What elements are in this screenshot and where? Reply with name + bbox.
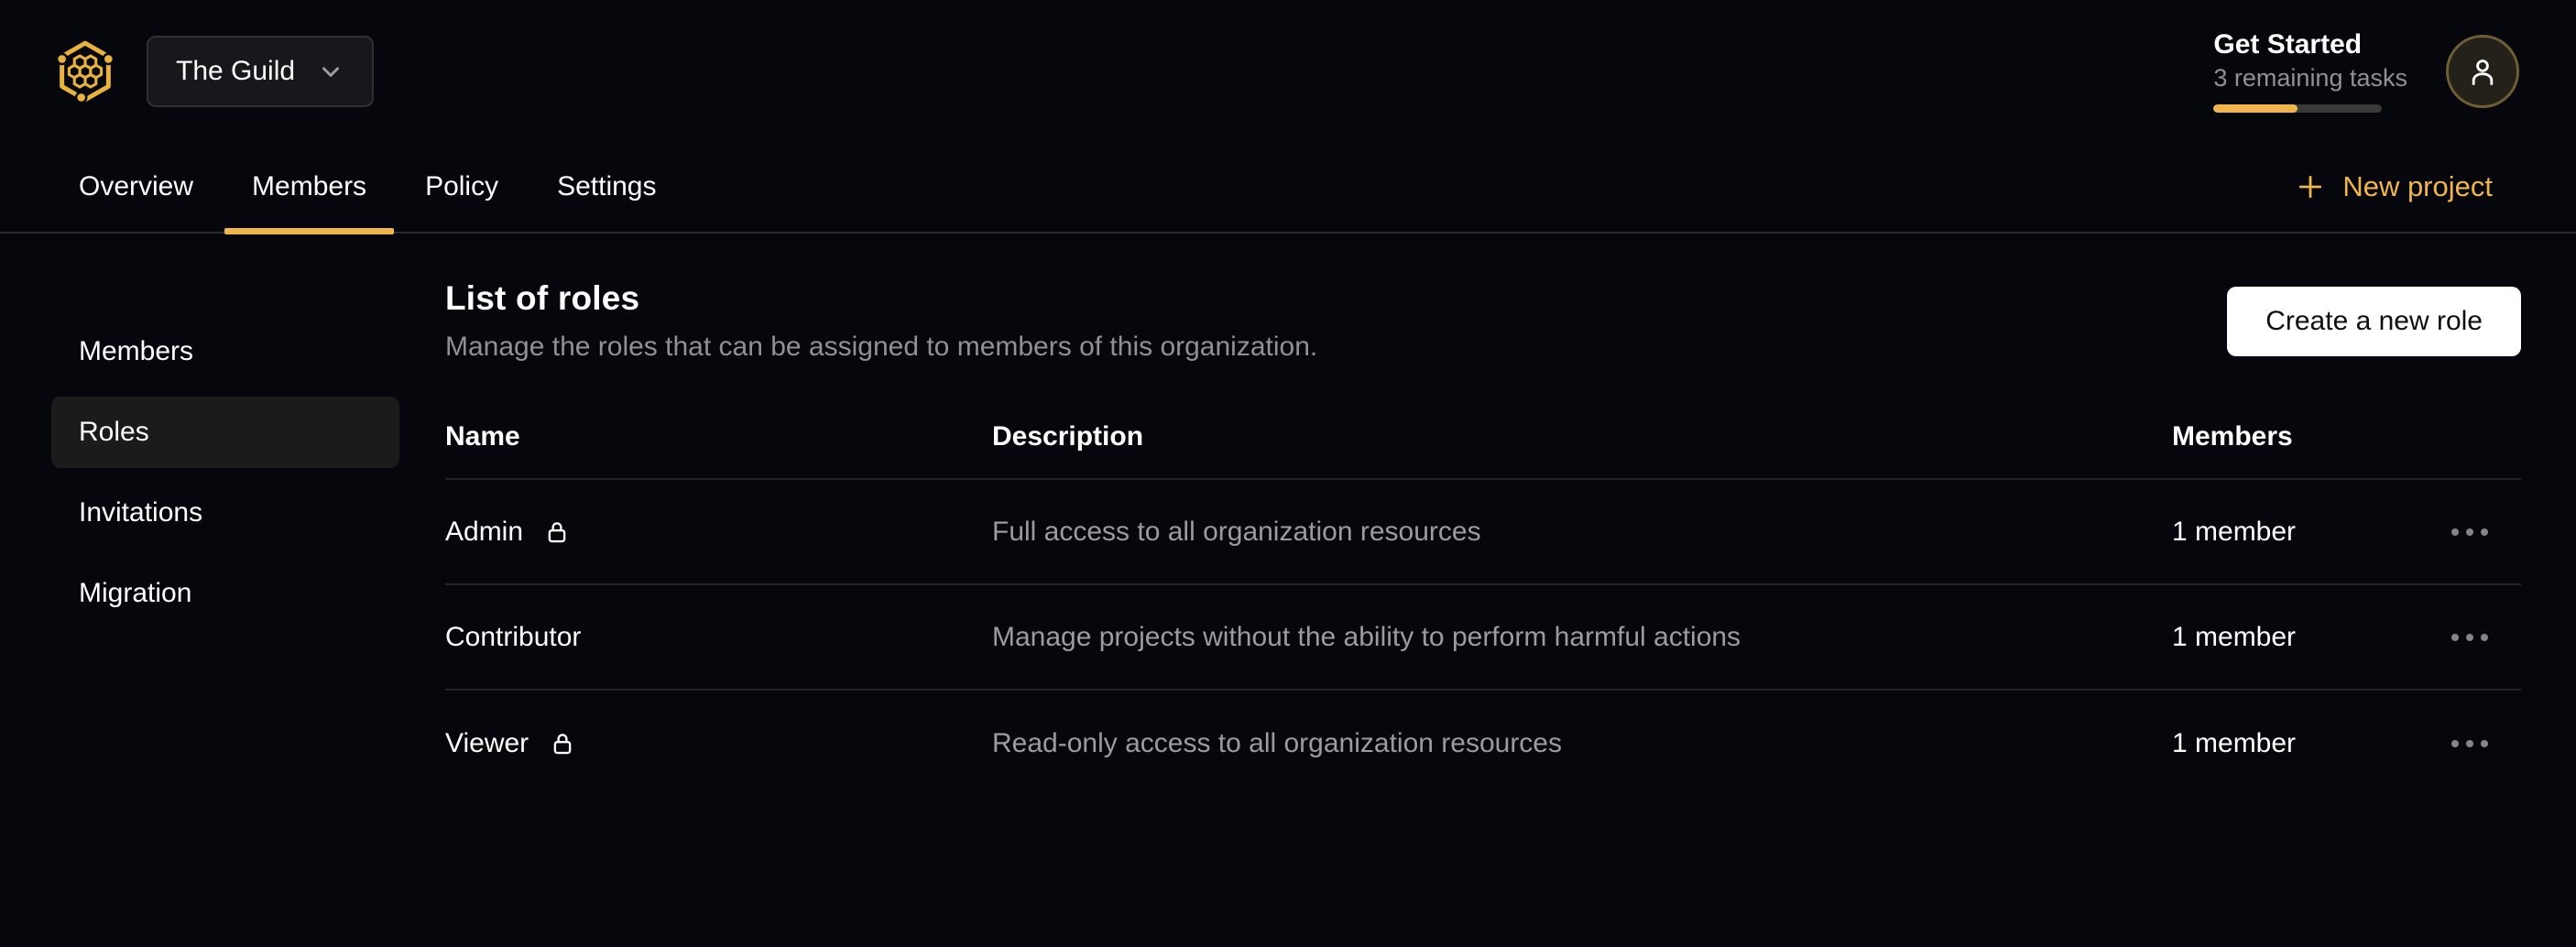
role-name-cell bbox=[445, 622, 992, 653]
role-members-count: 1 member bbox=[2172, 516, 2297, 547]
progress-bar bbox=[2213, 104, 2382, 113]
sidebar-item-roles[interactable]: Roles bbox=[51, 397, 399, 468]
role-description: Read-only access to all organization resources bbox=[992, 727, 1562, 758]
progress-fill bbox=[2213, 104, 2298, 113]
row-menu-button[interactable] bbox=[2448, 731, 2492, 757]
role-members-count: 1 member bbox=[2172, 621, 2297, 652]
role-actions-cell bbox=[2448, 731, 2532, 757]
role-name: Admin bbox=[445, 516, 524, 547]
table-row-viewer bbox=[445, 691, 2521, 796]
role-name-cell bbox=[445, 728, 992, 759]
plus-icon bbox=[2295, 171, 2326, 202]
org-selector[interactable] bbox=[147, 36, 374, 107]
role-description: Manage projects without the ability to perform harmful actions bbox=[992, 621, 1741, 652]
org-nav-tabs bbox=[0, 142, 2576, 234]
role-actions-cell bbox=[2448, 519, 2532, 545]
header-right bbox=[2213, 29, 2519, 114]
table-row-contributor bbox=[445, 585, 2521, 691]
role-name-cell bbox=[445, 517, 992, 548]
column-header-description: Description bbox=[992, 421, 1144, 452]
roles-table bbox=[445, 421, 2521, 796]
hive-logo-icon[interactable] bbox=[57, 40, 114, 103]
role-description: Full access to all organization resources bbox=[992, 516, 1481, 547]
main-header-text bbox=[445, 279, 1317, 363]
get-started-widget[interactable] bbox=[2213, 29, 2407, 114]
tab-policy[interactable]: Policy bbox=[398, 141, 526, 233]
sidebar-item-migration[interactable]: Migration bbox=[79, 578, 192, 608]
top-header bbox=[0, 0, 2576, 142]
role-members-count: 1 member bbox=[2172, 727, 2297, 758]
column-header-members: Members bbox=[2172, 421, 2293, 452]
page-title: List of roles bbox=[445, 279, 640, 317]
main-panel bbox=[445, 279, 2521, 796]
role-actions-cell bbox=[2448, 625, 2532, 650]
tab-settings[interactable]: Settings bbox=[529, 141, 683, 233]
column-header-name: Name bbox=[445, 421, 520, 452]
role-name: Contributor bbox=[445, 621, 582, 652]
role-name: Viewer bbox=[445, 727, 529, 758]
lock-icon bbox=[549, 730, 576, 757]
create-role-button[interactable]: Create a new role bbox=[2227, 287, 2521, 356]
page-subtitle: Manage the roles that can be assigned to members of this organization. bbox=[445, 332, 1318, 362]
main-header bbox=[445, 279, 2521, 363]
person-icon bbox=[2465, 54, 2500, 89]
row-menu-button[interactable] bbox=[2448, 625, 2492, 650]
content-area bbox=[0, 234, 2576, 796]
sidebar-item-invitations[interactable]: Invitations bbox=[79, 497, 203, 528]
tab-members[interactable]: Members bbox=[224, 141, 394, 233]
tab-overview[interactable]: Overview bbox=[51, 141, 221, 233]
chevron-down-icon bbox=[317, 58, 344, 85]
org-name: The Guild bbox=[176, 55, 296, 86]
table-header-row bbox=[445, 421, 2521, 480]
get-started-title: Get Started bbox=[2213, 28, 2363, 60]
row-menu-button[interactable] bbox=[2448, 519, 2492, 545]
sidebar bbox=[51, 279, 399, 796]
table-row-admin bbox=[445, 480, 2521, 585]
new-project-button[interactable] bbox=[2295, 170, 2493, 203]
new-project-label: New project bbox=[2342, 170, 2493, 202]
sidebar-item-members[interactable]: Members bbox=[79, 336, 194, 366]
get-started-subtitle: 3 remaining tasks bbox=[2213, 64, 2407, 93]
lock-icon bbox=[543, 518, 571, 546]
user-avatar[interactable] bbox=[2446, 35, 2519, 108]
